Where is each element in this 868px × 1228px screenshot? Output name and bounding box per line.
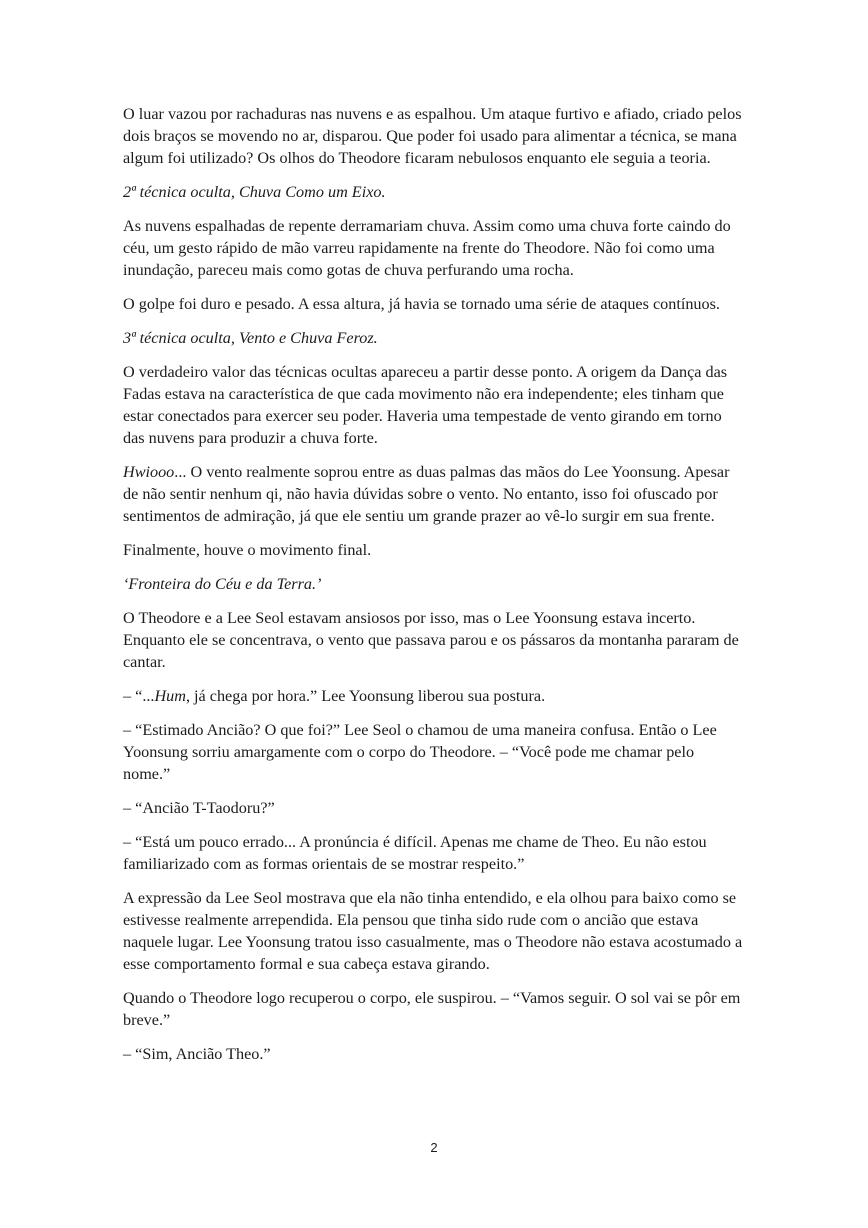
- dialogue-elder: – “Estimado Ancião? O que foi?” Lee Seol o chamou de uma maneira confusa. Então o Lee Yoonsung sorriu amargamente com o corpo do Theodore. – “Você pode me chamar pelo nome.”: [123, 721, 717, 783]
- paragraph-expression: A expressão da Lee Seol mostrava que ela não tinha entendido, e ela olhou para baixo como se estivesse realmente arrependida. Ela pensou que tinha sido rude com o ancião que estava naquele lugar. Lee Yoonsung tratou isso casualmente, mas o Theodore não estava acostumado a esse comportamento formal e sua cabeça estava girando.: [123, 889, 743, 973]
- technique-heading-2: 2ª técnica oculta, Chuva Como um Eixo.: [123, 183, 386, 201]
- paragraph-wind-text: ... O vento realmente soprou entre as duas palmas das mãos do Lee Yoonsung. Apesar de não sentir nenhum qi, não havia dúvidas sobre o vento. No entanto, isso foi ofuscado por sentimentos de admiração, já que ele sentiu um grande prazer ao vê-lo surgir em sua frente.: [123, 463, 730, 525]
- technique-heading-3: 3ª técnica oculta, Vento e Chuva Feroz.: [123, 329, 378, 347]
- dialogue-taodoru: – “Ancião T-Taodoru?”: [123, 799, 275, 817]
- dialogue-yes: – “Sim, Ancião Theo.”: [123, 1045, 271, 1063]
- paragraph-clouds-rain: As nuvens espalhadas de repente derramariam chuva. Assim como uma chuva forte caindo do céu, um gesto rápido de mão varreu rapidamente na frente do Theodore. Não foi como uma inundação, pareceu mais como gotas de chuva perfurando uma rocha.: [123, 217, 731, 279]
- paragraph-anxious: O Theodore e a Lee Seol estavam ansiosos por isso, mas o Lee Yoonsung estava incerto. Enquanto ele se concentrava, o vento que passava parou e os pássaros da montanha pararam de cantar.: [123, 609, 739, 671]
- technique-heading-final: ‘Fronteira do Céu e da Terra.’: [123, 575, 322, 593]
- paragraph-moonlight: O luar vazou por rachaduras nas nuvens e as espalhou. Um ataque furtivo e afiado, criado pelos dois braços se movendo no ar, disparou. Que poder foi usado para alimentar a técnica, se mana algum foi utilizado? Os olhos do Theodore ficaram nebulosos enquanto ele seguia a teoria.: [123, 105, 742, 167]
- sound-effect: Hwiooo: [123, 463, 175, 481]
- paragraph-strike: O golpe foi duro e pesado. A essa altura, já havia se tornado uma série de ataques contínuos.: [123, 295, 720, 313]
- dialogue-hum-open: – “...: [123, 687, 155, 705]
- paragraph-recovered: Quando o Theodore logo recuperou o corpo, ele suspirou. – “Vamos seguir. O sol vai se pôr em breve.”: [123, 989, 741, 1029]
- dialogue-hum-rest: , já chega por hora.” Lee Yoonsung liberou sua postura.: [185, 687, 546, 705]
- paragraph-true-value: O verdadeiro valor das técnicas ocultas apareceu a partir desse ponto. A origem da Dança das Fadas estava na característica de que cada movimento não era independente; eles tinham que estar conectados para exercer seu poder. Haveria uma tempestade de vento girando em torno das nuvens para produzir a chuva forte.: [123, 363, 728, 447]
- paragraph-wind: [123, 461, 745, 527]
- dialogue-theo: – “Está um pouco errado... A pronúncia é difícil. Apenas me chame de Theo. Eu não estou familiarizado com as formas orientais de se mostrar respeito.”: [123, 833, 707, 873]
- dialogue-hum-italic: Hum: [154, 687, 186, 705]
- paragraph-final-move: Finalmente, houve o movimento final.: [123, 541, 372, 559]
- page-number: 2: [430, 1140, 438, 1155]
- document-page: [123, 103, 745, 1077]
- dialogue-hum: [123, 685, 745, 707]
